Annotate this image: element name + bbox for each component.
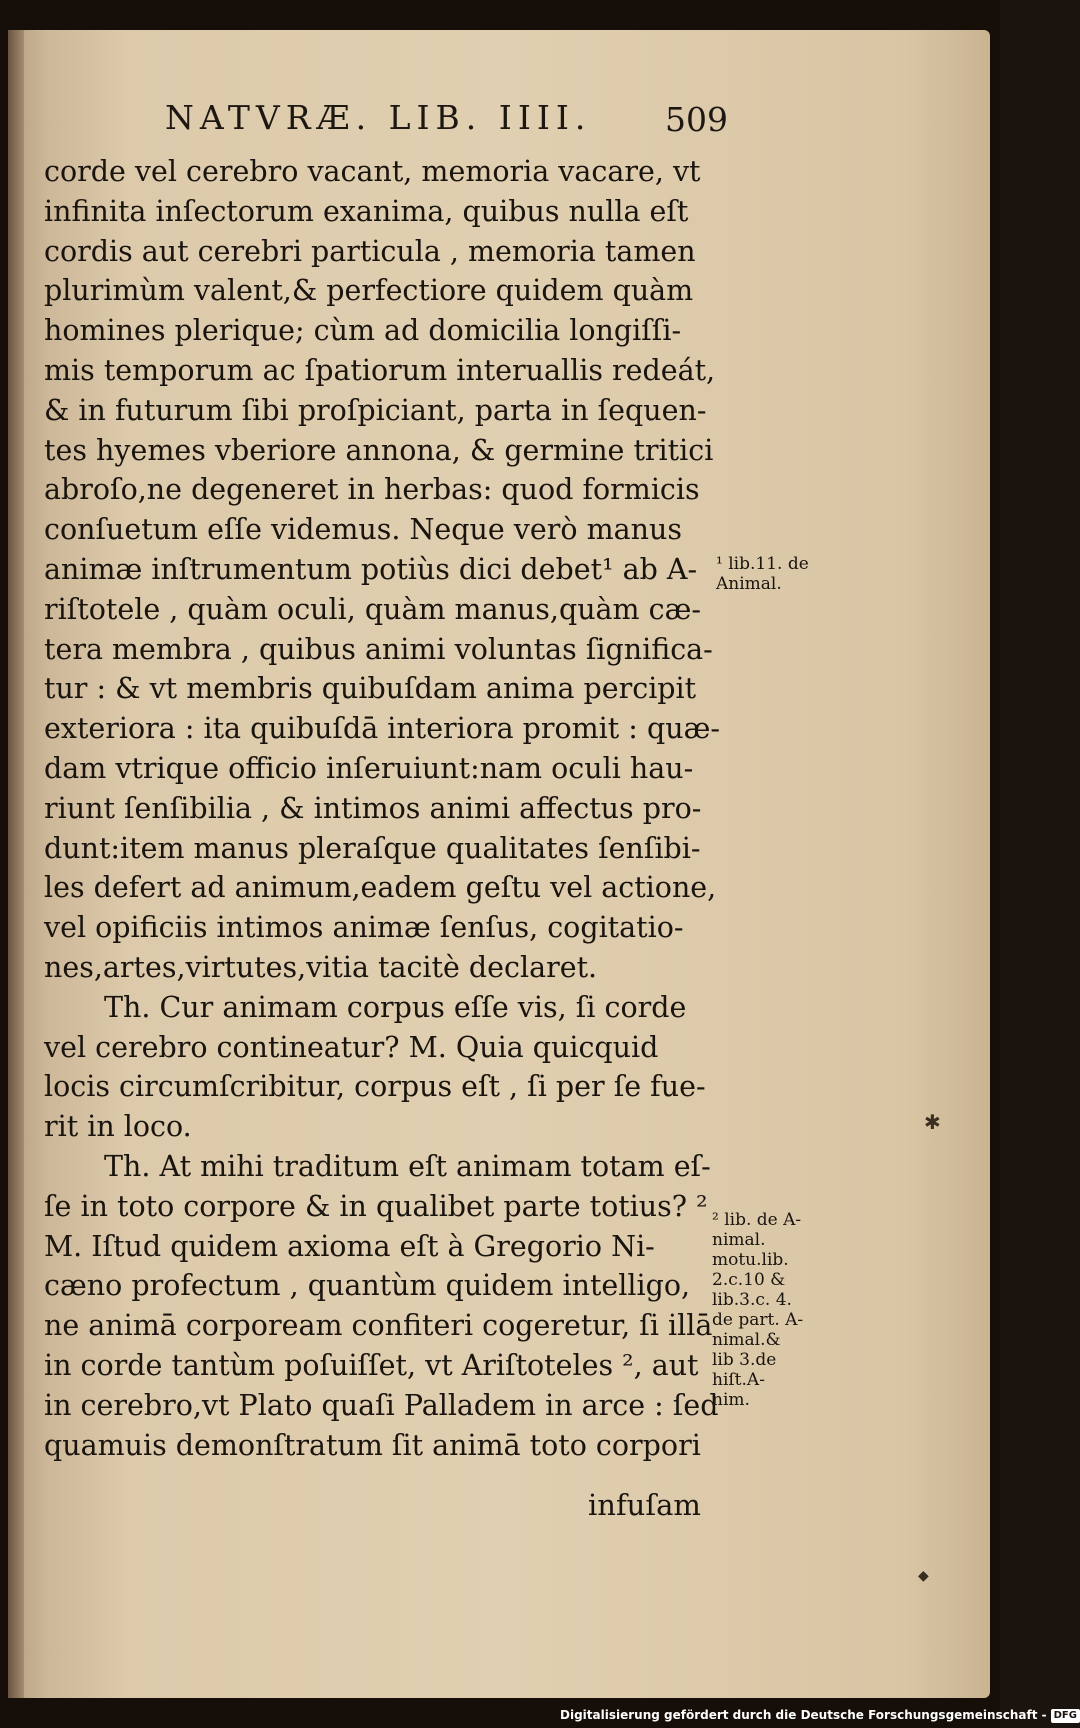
credit-text: Digitalisierung gefördert durch die Deutsche Forschungsgemeinschaft -	[560, 1708, 1047, 1722]
text-line: quamuis demonſtratum ſit animā toto corpori	[44, 1428, 701, 1462]
text-line: plurimùm valent,& perfectiore quidem quàm	[44, 274, 694, 308]
body-text	[44, 152, 720, 1465]
text-line: riſtotele , quàm oculi, quàm manus,quàm cæ-	[44, 592, 702, 626]
text-line: ſe in toto corpore & in qualibet parte totius? ²	[44, 1189, 708, 1223]
text-line: conſuetum eſſe videmus. Neque verò manus	[44, 513, 682, 547]
text-line: locis circumſcribitur, corpus eſt , ſi per ſe fue-	[44, 1070, 706, 1104]
text-line: infinita inſectorum exanima, quibus nulla eſt	[44, 194, 689, 228]
text-line: rit in loco.	[44, 1110, 192, 1144]
text-line: M. Iſtud quidem axioma eſt à Gregorio Ni-	[44, 1229, 655, 1263]
text-line: Th. Cur animam corpus eſſe vis, ſi corde	[104, 990, 687, 1024]
text-line: & in futurum ſibi proſpiciant, parta in ſequen-	[44, 393, 707, 427]
digitization-credit	[560, 1708, 1077, 1726]
text-line: cæno profectum , quantùm quidem intelligo,	[44, 1269, 691, 1303]
text-line: nes,artes,virtutes,vitia tacitè declaret.	[44, 950, 598, 984]
text-line: vel cerebro contineatur? M. Quia quicquid	[44, 1030, 659, 1064]
text-line: tes hyemes vberiore annona, & germine tritici	[44, 433, 714, 467]
text-line: homines plerique; cùm ad domicilia longiſſi-	[44, 314, 682, 348]
margin-note: ¹ lib.11. de Animal.	[716, 554, 809, 594]
ink-dot-icon: ◆	[918, 1568, 929, 1584]
running-head: NATVRÆ. LIB. IIII.	[165, 98, 592, 137]
text-line: dunt:item manus pleraſque qualitates ſenſibi-	[44, 831, 701, 865]
text-line: Th. At mihi traditum eſt animam totam eſ-	[104, 1149, 711, 1183]
dfg-logo-icon: DFG	[1051, 1709, 1080, 1723]
text-line: mis temporum ac ſpatiorum interuallis redeát,	[44, 353, 716, 387]
text-line: tera membra , quibus animi voluntas ſignifica-	[44, 632, 713, 666]
text-line: animæ inſtrumentum potiùs dici debet¹ ab A-	[44, 552, 698, 586]
text-line: vel opificiis intimos animæ ſenſus, cogitatio-	[44, 911, 684, 945]
text-line: riunt ſenſibilia , & intimos animi affectus pro-	[44, 791, 702, 825]
text-line: abroſo,ne degeneret in herbas: quod formicis	[44, 473, 700, 507]
page-number: 509	[665, 100, 728, 139]
text-line: les defert ad animum,eadem geſtu vel actione,	[44, 871, 717, 905]
text-line: dam vtrique officio inſeruiunt:nam oculi hau-	[44, 751, 694, 785]
margin-note: ² lib. de A- nimal. motu.lib. 2.c.10 & lib.3.c. 4. de part. A- nimal.& lib 3.de hiſt.A- nim.	[712, 1210, 804, 1410]
catchword: infuſam	[588, 1488, 701, 1522]
text-line: in cerebro,vt Plato quaſi Palladem in arce : ſed	[44, 1388, 719, 1422]
page-gutter	[8, 30, 24, 1698]
text-line: in corde tantùm poſuiſſet, vt Ariſtoteles ², aut	[44, 1348, 699, 1382]
text-line: cordis aut cerebri particula , memoria tamen	[44, 234, 696, 268]
ink-mark-icon: ✱	[924, 1110, 941, 1134]
text-line: exteriora : ita quibuſdā interiora promit : quæ-	[44, 712, 720, 746]
text-line: tur : & vt membris quibuſdam anima percipit	[44, 672, 697, 706]
text-line: ne animā corpoream confiteri cogeretur, ſi illā	[44, 1309, 713, 1343]
text-line: corde vel cerebro vacant, memoria vacare, vt	[44, 155, 701, 188]
